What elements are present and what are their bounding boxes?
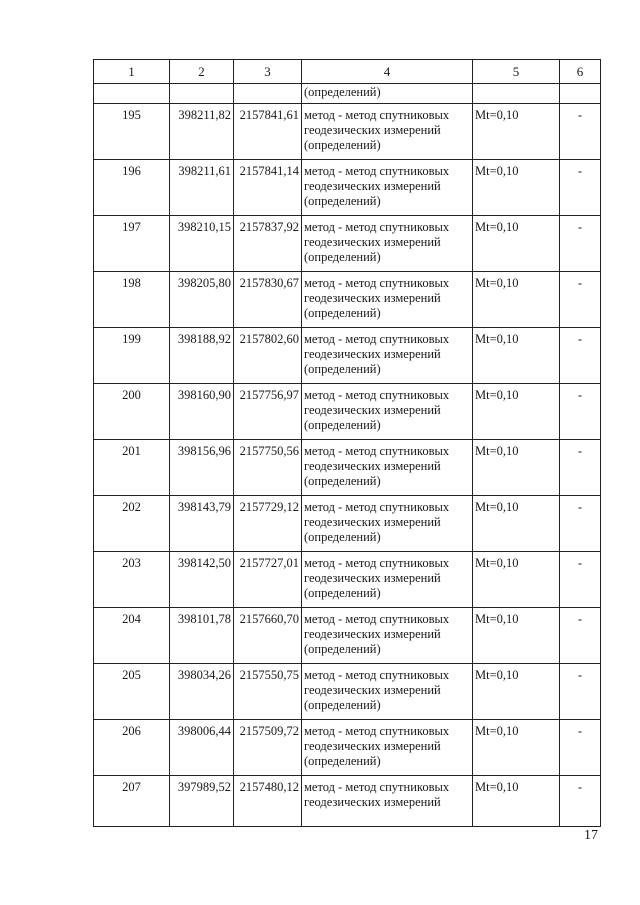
coordinate-x: 398205,80	[170, 272, 234, 328]
point-number: 196	[94, 160, 170, 216]
accuracy-value: Mt=0,10	[473, 384, 560, 440]
method-line: (определений)	[304, 306, 381, 320]
method-line: (определений)	[304, 418, 381, 432]
method-line: геодезических измерений	[304, 179, 441, 193]
cell-empty	[234, 84, 302, 104]
point-number: 199	[94, 328, 170, 384]
table-row	[94, 272, 601, 328]
method-line: геодезических измерений	[304, 403, 441, 417]
point-number: 206	[94, 720, 170, 776]
coordinate-x: 398006,44	[170, 720, 234, 776]
coordinate-x: 398143,79	[170, 496, 234, 552]
coordinate-y: 2157837,92	[234, 216, 302, 272]
accuracy-value: Mt=0,10	[473, 552, 560, 608]
method-line: метод - метод спутниковых	[304, 612, 450, 626]
coordinate-x: 398142,50	[170, 552, 234, 608]
accuracy-value: Mt=0,10	[473, 328, 560, 384]
cell-empty	[560, 84, 601, 104]
method-line: метод - метод спутниковых	[304, 108, 450, 122]
method-description	[302, 776, 473, 827]
table-row	[94, 776, 601, 827]
coordinate-x: 397989,52	[170, 776, 234, 827]
header-col-3: 3	[234, 60, 302, 84]
note-value: -	[560, 664, 601, 720]
method-line: геодезических измерений	[304, 627, 441, 641]
header-col-6: 6	[560, 60, 601, 84]
header-col-4: 4	[302, 60, 473, 84]
header-col-2: 2	[170, 60, 234, 84]
accuracy-value: Mt=0,10	[473, 440, 560, 496]
coordinate-y: 2157660,70	[234, 608, 302, 664]
point-number: 197	[94, 216, 170, 272]
table-row	[94, 104, 601, 160]
method-line: метод - метод спутниковых	[304, 332, 450, 346]
note-value: -	[560, 720, 601, 776]
method-description	[302, 608, 473, 664]
header-col-1: 1	[94, 60, 170, 84]
note-value: -	[560, 384, 601, 440]
table-row	[94, 160, 601, 216]
method-line: (определений)	[304, 138, 381, 152]
table-row	[94, 552, 601, 608]
method-line: метод - метод спутниковых	[304, 780, 450, 794]
point-number: 207	[94, 776, 170, 827]
table-header	[94, 60, 601, 84]
coordinate-x: 398156,96	[170, 440, 234, 496]
coordinate-x: 398211,61	[170, 160, 234, 216]
method-line: (определений)	[304, 362, 381, 376]
method-description	[302, 496, 473, 552]
point-number: 201	[94, 440, 170, 496]
note-value: -	[560, 104, 601, 160]
table-row	[94, 720, 601, 776]
method-line: (определений)	[304, 754, 381, 768]
method-line: геодезических измерений	[304, 515, 441, 529]
note-value: -	[560, 216, 601, 272]
coordinate-y: 2157727,01	[234, 552, 302, 608]
method-line: метод - метод спутниковых	[304, 668, 450, 682]
continuation-row	[94, 84, 601, 104]
note-value: -	[560, 608, 601, 664]
point-number: 200	[94, 384, 170, 440]
coordinate-x: 398160,90	[170, 384, 234, 440]
method-line: геодезических измерений	[304, 739, 441, 753]
method-description	[302, 664, 473, 720]
accuracy-value: Mt=0,10	[473, 664, 560, 720]
method-line: (определений)	[304, 530, 381, 544]
method-line: метод - метод спутниковых	[304, 220, 450, 234]
point-number: 202	[94, 496, 170, 552]
method-line: геодезических измерений	[304, 123, 441, 137]
accuracy-value: Mt=0,10	[473, 776, 560, 827]
coordinate-y: 2157756,97	[234, 384, 302, 440]
method-line: геодезических измерений	[304, 291, 441, 305]
method-line: геодезических измерений	[304, 683, 441, 697]
method-line: метод - метод спутниковых	[304, 556, 450, 570]
coordinate-x: 398188,92	[170, 328, 234, 384]
cell-empty	[170, 84, 234, 104]
header-row	[94, 60, 601, 84]
method-description	[302, 272, 473, 328]
method-line: (определений)	[304, 698, 381, 712]
accuracy-value: Mt=0,10	[473, 496, 560, 552]
point-number: 198	[94, 272, 170, 328]
coordinate-y: 2157841,61	[234, 104, 302, 160]
header-col-5: 5	[473, 60, 560, 84]
table-row	[94, 328, 601, 384]
coordinate-y: 2157729,12	[234, 496, 302, 552]
coordinate-x: 398211,82	[170, 104, 234, 160]
accuracy-value: Mt=0,10	[473, 608, 560, 664]
accuracy-value: Mt=0,10	[473, 104, 560, 160]
method-description	[302, 328, 473, 384]
accuracy-value: Mt=0,10	[473, 160, 560, 216]
method-line: метод - метод спутниковых	[304, 724, 450, 738]
method-line: метод - метод спутниковых	[304, 444, 450, 458]
point-number: 205	[94, 664, 170, 720]
method-line: геодезических измерений	[304, 235, 441, 249]
method-line: (определений)	[304, 474, 381, 488]
method-description	[302, 384, 473, 440]
note-value: -	[560, 160, 601, 216]
accuracy-value: Mt=0,10	[473, 720, 560, 776]
method-description	[302, 552, 473, 608]
method-line: геодезических измерений	[304, 795, 441, 809]
method-description	[302, 720, 473, 776]
coordinate-y: 2157550,75	[234, 664, 302, 720]
point-number: 203	[94, 552, 170, 608]
table-body	[94, 84, 601, 827]
method-description	[302, 160, 473, 216]
method-line: геодезических измерений	[304, 571, 441, 585]
method-line: (определений)	[304, 642, 381, 656]
accuracy-value: Mt=0,10	[473, 272, 560, 328]
method-line: метод - метод спутниковых	[304, 276, 450, 290]
method-line: (определений)	[304, 586, 381, 600]
method-description	[302, 104, 473, 160]
point-number: 204	[94, 608, 170, 664]
note-value: -	[560, 328, 601, 384]
coordinate-y: 2157830,67	[234, 272, 302, 328]
note-value: -	[560, 440, 601, 496]
point-number: 195	[94, 104, 170, 160]
accuracy-value: Mt=0,10	[473, 216, 560, 272]
page-number: 17	[584, 828, 598, 843]
coordinate-y: 2157750,56	[234, 440, 302, 496]
coordinate-y: 2157480,12	[234, 776, 302, 827]
note-value: -	[560, 776, 601, 827]
method-line: (определений)	[304, 250, 381, 264]
cell-empty	[473, 84, 560, 104]
continuation-text: (определений)	[302, 84, 473, 104]
table-row	[94, 608, 601, 664]
method-line: метод - метод спутниковых	[304, 164, 450, 178]
note-value: -	[560, 552, 601, 608]
method-description	[302, 216, 473, 272]
cell-empty	[94, 84, 170, 104]
coordinate-y: 2157509,72	[234, 720, 302, 776]
table-row	[94, 216, 601, 272]
method-description	[302, 440, 473, 496]
coordinate-y: 2157841,14	[234, 160, 302, 216]
table-row	[94, 664, 601, 720]
method-line: геодезических измерений	[304, 459, 441, 473]
coordinate-y: 2157802,60	[234, 328, 302, 384]
coordinate-x: 398101,78	[170, 608, 234, 664]
note-value: -	[560, 272, 601, 328]
method-line: метод - метод спутниковых	[304, 388, 450, 402]
method-line: геодезических измерений	[304, 347, 441, 361]
method-line: метод - метод спутниковых	[304, 500, 450, 514]
table-row	[94, 384, 601, 440]
coordinate-x: 398034,26	[170, 664, 234, 720]
table-row	[94, 496, 601, 552]
note-value: -	[560, 496, 601, 552]
coordinates-table	[93, 59, 601, 827]
table-row	[94, 440, 601, 496]
method-line: (определений)	[304, 194, 381, 208]
coordinate-x: 398210,15	[170, 216, 234, 272]
